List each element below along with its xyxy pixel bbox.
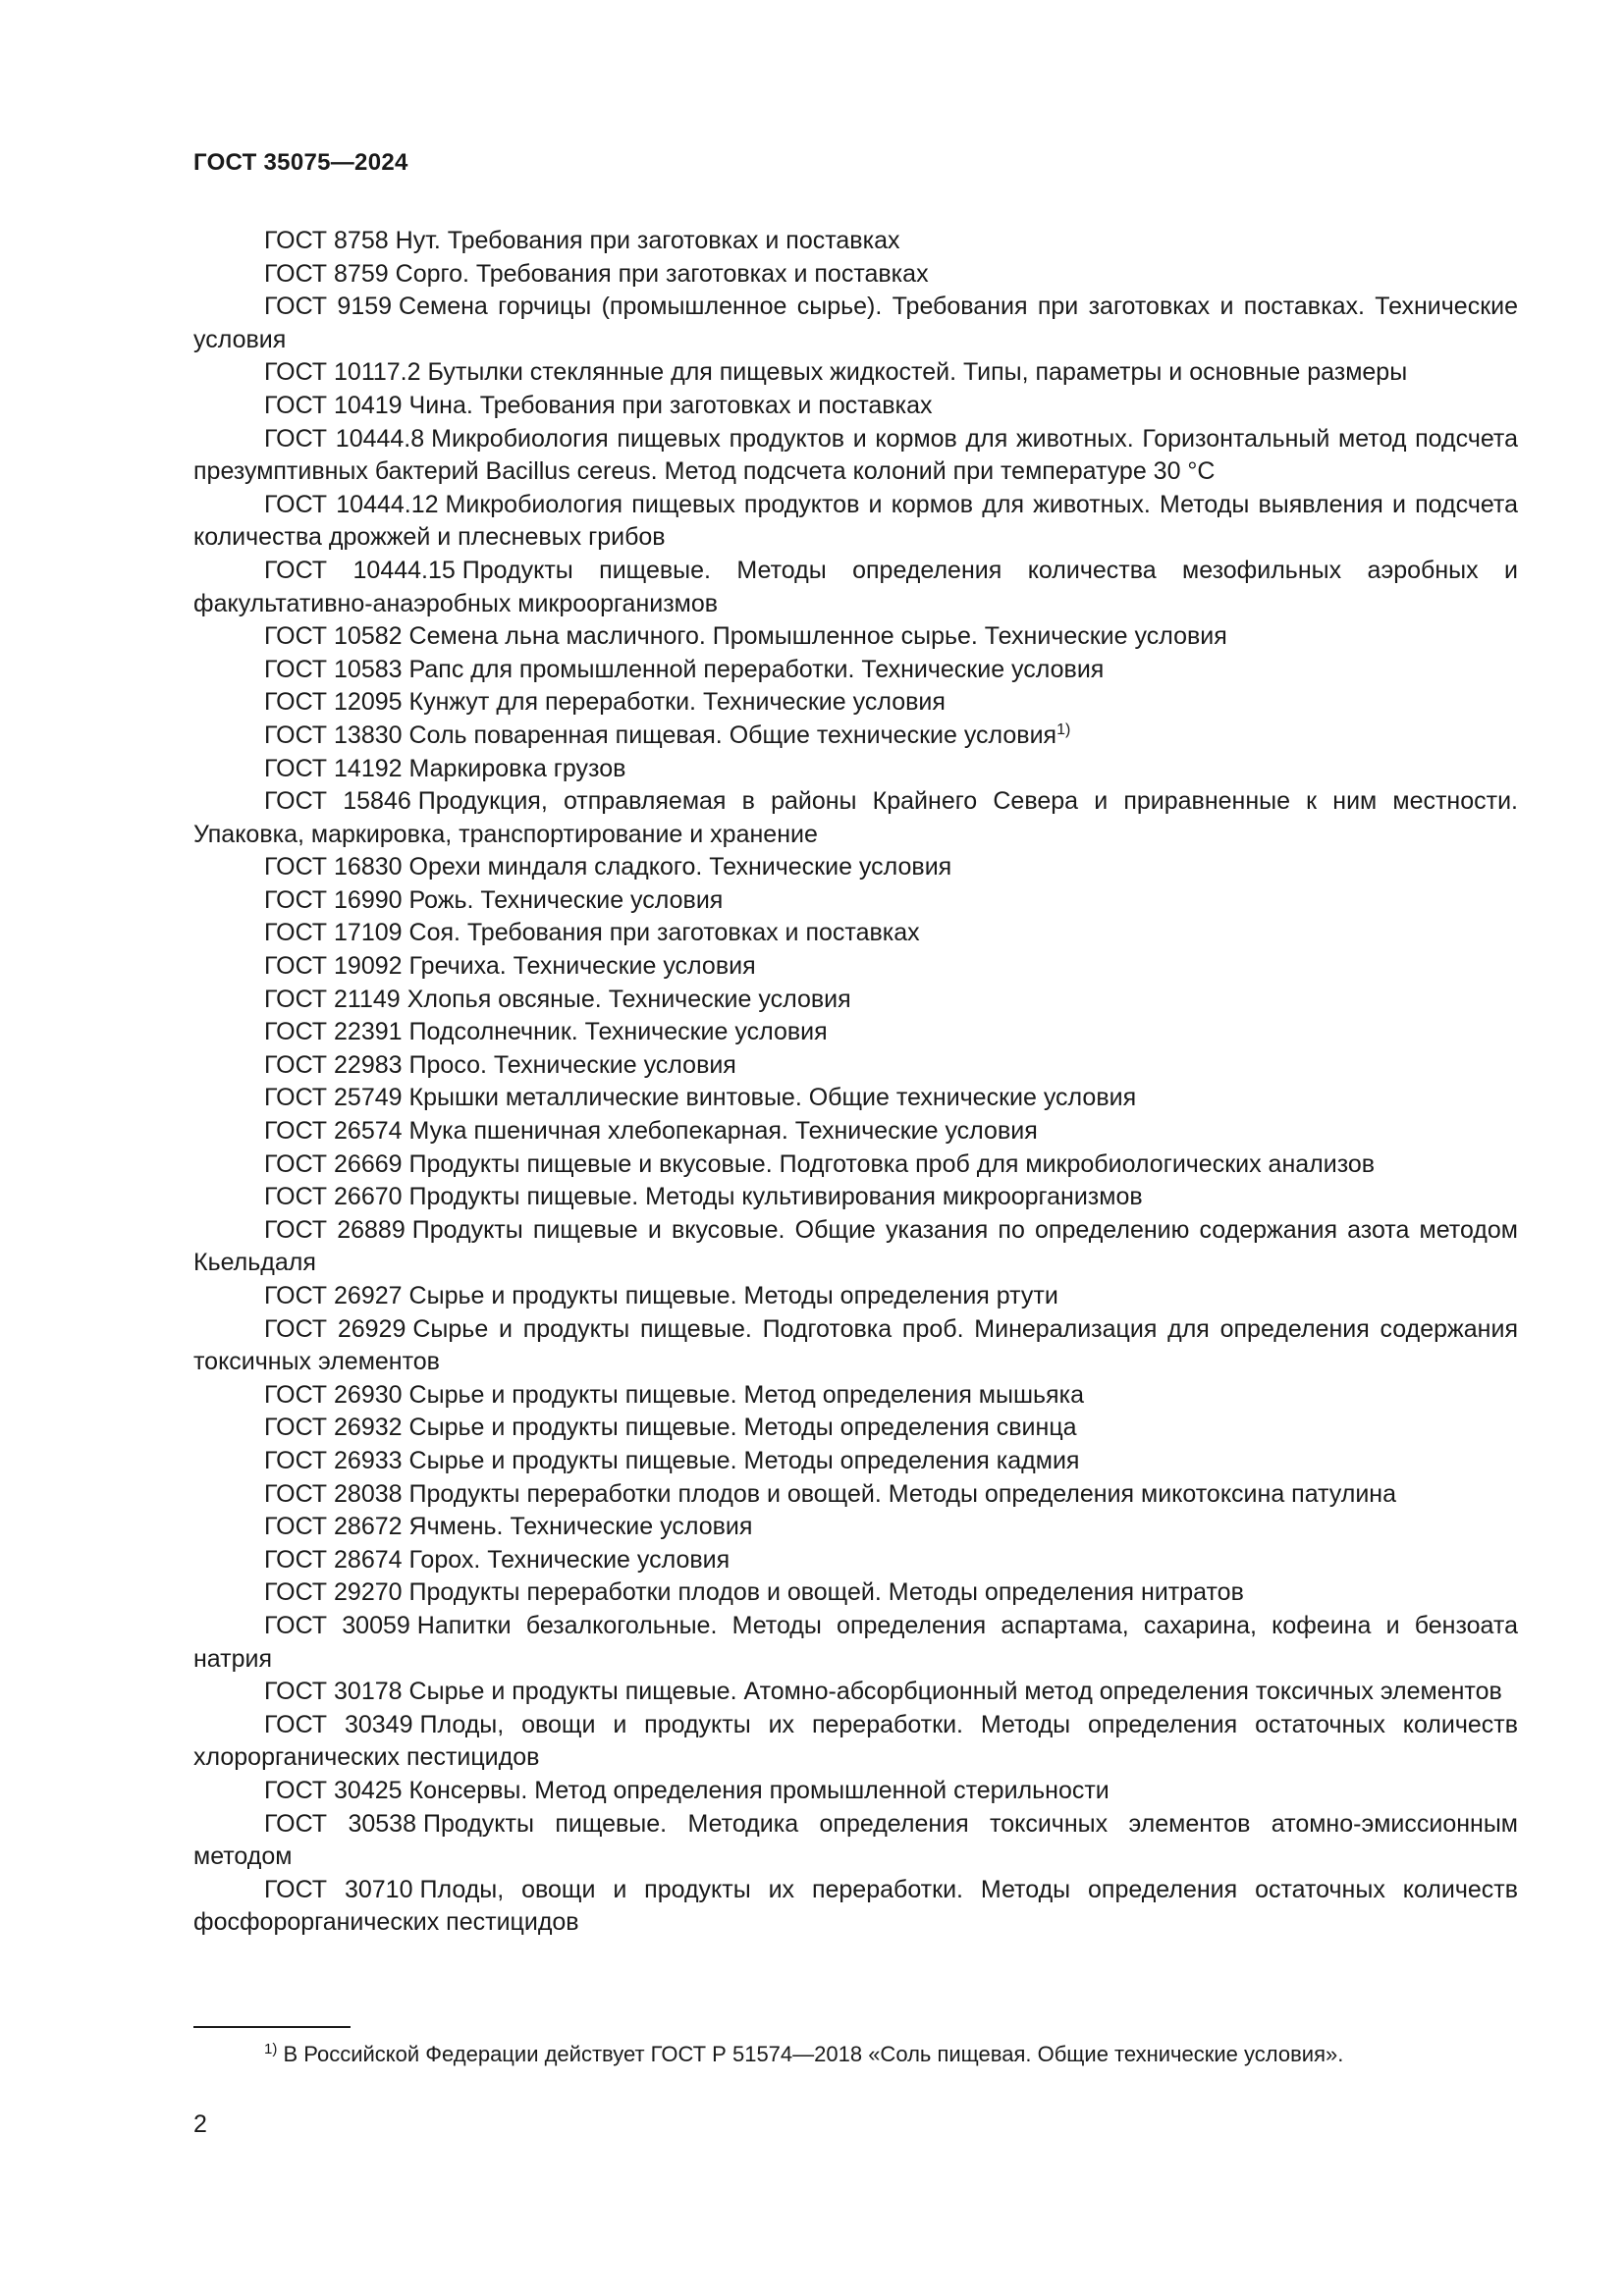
- reference-code: ГОСТ 26932: [264, 1414, 403, 1442]
- reference-title: Семена горчицы (промышленное сырье). Требования при заготовках и поставках. Технические условия: [193, 293, 1518, 353]
- reference-title: Сырье и продукты пищевые. Подготовка проб. Минерализация для определения содержания токсичных элементов: [193, 1314, 1518, 1376]
- reference-item: [193, 291, 1518, 356]
- reference-code: ГОСТ 13830: [264, 721, 403, 749]
- reference-item: [193, 1313, 1518, 1379]
- reference-item: [193, 1181, 1518, 1214]
- reference-title: Напитки безалкогольные. Методы определения аспартама, сахарина, кофеина и бензоата натрия: [193, 1611, 1518, 1673]
- reference-title: Продукция, отправляемая в районы Крайнего Севера и приравненные к ним местности. Упаковка, маркировка, транспортирование и хранение: [193, 787, 1519, 848]
- reference-item: [193, 620, 1518, 654]
- reference-title: Хлопья овсяные. Технические условия: [406, 985, 851, 1013]
- reference-code: ГОСТ 28674: [264, 1545, 403, 1574]
- reference-item: [193, 917, 1518, 950]
- reference-item: [193, 1709, 1518, 1775]
- reference-title: Сырье и продукты пищевые. Методы определения ртути: [408, 1282, 1058, 1309]
- reference-title: Продукты пищевые и вкусовые. Подготовка проб для микробиологических анализов: [408, 1149, 1376, 1178]
- reference-title: Консервы. Метод определения промышленной стерильности: [408, 1776, 1110, 1804]
- reference-title: Подсолнечник. Технические условия: [408, 1018, 828, 1046]
- reference-code: ГОСТ 10444.8: [264, 424, 425, 453]
- reference-title: Микробиология пищевых продуктов и кормов для животных. Методы выявления и подсчета количества дрожжей и плесневых грибов: [193, 490, 1518, 552]
- reference-item: [193, 1576, 1518, 1610]
- reference-code: ГОСТ 10444.12: [264, 490, 439, 518]
- footnote-text: В Российской Федерации действует ГОСТ Р 51574—2018 «Соль пищевая. Общие технические условия».: [283, 2042, 1344, 2066]
- reference-code: ГОСТ 22391: [264, 1018, 403, 1046]
- footnote: [193, 2040, 1518, 2069]
- reference-item: [193, 984, 1518, 1017]
- reference-code: ГОСТ 10582: [264, 622, 403, 651]
- reference-title: Сырье и продукты пищевые. Атомно-абсорбционный метод определения токсичных элементов: [408, 1678, 1502, 1706]
- reference-code: ГОСТ 26669: [264, 1149, 403, 1178]
- reference-code: ГОСТ 15846: [264, 787, 411, 816]
- reference-item: [193, 390, 1518, 423]
- reference-code: ГОСТ 14192: [264, 754, 403, 782]
- reference-item: [193, 258, 1518, 292]
- reference-item: [193, 785, 1518, 851]
- reference-title: Чина. Требования при заготовках и поставках: [408, 391, 933, 419]
- reference-item: [193, 720, 1518, 753]
- reference-code: ГОСТ 17109: [264, 919, 403, 947]
- reference-item: [193, 851, 1518, 884]
- reference-code: ГОСТ 26930: [264, 1380, 403, 1409]
- reference-code: ГОСТ 30059: [264, 1611, 410, 1639]
- reference-item: [193, 1478, 1518, 1512]
- reference-item: [193, 423, 1518, 489]
- reference-code: ГОСТ 26933: [264, 1446, 403, 1474]
- reference-title: Нут. Требования при заготовках и поставках: [395, 227, 900, 254]
- reference-code: ГОСТ 16990: [264, 885, 403, 914]
- reference-code: ГОСТ 22983: [264, 1050, 403, 1079]
- reference-item: [193, 1511, 1518, 1544]
- reference-item: [193, 1874, 1518, 1940]
- reference-code: ГОСТ 9159: [264, 293, 393, 321]
- page-number: 2: [193, 2110, 207, 2138]
- reference-title: Соль поваренная пищевая. Общие технические условия: [408, 721, 1057, 749]
- reference-item: [193, 686, 1518, 720]
- reference-title: Сырье и продукты пищевые. Методы определения свинца: [408, 1414, 1077, 1442]
- reference-code: ГОСТ 25749: [264, 1084, 403, 1112]
- reference-item: [193, 884, 1518, 918]
- reference-code: ГОСТ 10583: [264, 655, 403, 683]
- reference-item: [193, 489, 1518, 555]
- reference-code: ГОСТ 8758: [264, 227, 389, 254]
- reference-title: Сорго. Требования при заготовках и поставках: [395, 259, 929, 288]
- reference-title: Сырье и продукты пищевые. Метод определения мышьяка: [408, 1380, 1084, 1409]
- reference-title: Орехи миндаля сладкого. Технические условия: [408, 853, 952, 881]
- reference-code: ГОСТ 21149: [264, 985, 401, 1013]
- reference-title: Горох. Технические условия: [408, 1545, 731, 1574]
- reference-title: Семена льна масличного. Промышленное сырье. Технические условия: [408, 622, 1227, 651]
- reference-code: ГОСТ 26670: [264, 1183, 403, 1211]
- reference-code: ГОСТ 10444.15: [264, 556, 456, 584]
- normative-references-list: [193, 225, 1518, 1940]
- reference-code: ГОСТ 30178: [264, 1678, 403, 1706]
- reference-item: [193, 1412, 1518, 1445]
- reference-item: [193, 1775, 1518, 1808]
- reference-title: Маркировка грузов: [408, 754, 626, 782]
- reference-title: Продукты пищевые. Методика определения токсичных элементов атомно-эмиссионным методом: [193, 1809, 1518, 1871]
- reference-item: [193, 555, 1518, 620]
- reference-item: [193, 950, 1518, 984]
- reference-title: Сырье и продукты пищевые. Методы определения кадмия: [408, 1446, 1080, 1474]
- reference-title: Микробиология пищевых продуктов и кормов для животных. Горизонтальный метод подсчета презумптивных бактерий Bacillus cereus. Метод подсчета колоний при температуре 30 °С: [193, 424, 1518, 486]
- reference-title: Продукты пищевые. Методы культивирования микроорганизмов: [408, 1183, 1143, 1211]
- reference-item: [193, 1379, 1518, 1413]
- footnote-marker: 1): [264, 2041, 278, 2057]
- reference-code: ГОСТ 26927: [264, 1282, 403, 1309]
- reference-title: Просо. Технические условия: [408, 1050, 736, 1079]
- reference-code: ГОСТ 28038: [264, 1479, 403, 1508]
- reference-item: [193, 1610, 1518, 1676]
- reference-title: Соя. Требования при заготовках и поставках: [408, 919, 920, 947]
- reference-title: Продукты переработки плодов и овощей. Методы определения микотоксина патулина: [408, 1479, 1397, 1508]
- reference-title: Продукты пищевые. Методы определения количества мезофильных аэробных и факультативно-анаэробных микроорганизмов: [193, 556, 1518, 617]
- reference-title: Гречиха. Технические условия: [408, 952, 756, 981]
- reference-item: [193, 654, 1518, 687]
- reference-code: ГОСТ 19092: [264, 952, 403, 981]
- reference-title: Плоды, овощи и продукты их переработки. Методы определения остаточных количеств хлорорганических пестицидов: [193, 1710, 1519, 1772]
- reference-title: Кунжут для переработки. Технические условия: [408, 688, 946, 717]
- footnote-reference-marker: 1): [1056, 721, 1071, 738]
- reference-item: [193, 1808, 1518, 1874]
- reference-title: Мука пшеничная хлебопекарная. Технические условия: [408, 1117, 1038, 1146]
- reference-item: [193, 1148, 1518, 1182]
- reference-item: [193, 1445, 1518, 1478]
- reference-item: [193, 356, 1518, 390]
- reference-code: ГОСТ 30538: [264, 1809, 416, 1838]
- reference-code: ГОСТ 28672: [264, 1513, 403, 1541]
- reference-item: [193, 1676, 1518, 1709]
- reference-title: Рожь. Технические условия: [408, 885, 724, 914]
- reference-item: [193, 1544, 1518, 1577]
- reference-code: ГОСТ 26574: [264, 1117, 403, 1146]
- reference-item: [193, 225, 1518, 258]
- reference-code: ГОСТ 12095: [264, 688, 403, 717]
- reference-title: Плоды, овощи и продукты их переработки. Методы определения остаточных количеств фосфорорганических пестицидов: [193, 1875, 1519, 1937]
- reference-title: Крышки металлические винтовые. Общие технические условия: [408, 1084, 1137, 1112]
- document-header: ГОСТ 35075—2024: [193, 149, 408, 176]
- reference-item: [193, 1016, 1518, 1049]
- reference-item: [193, 1082, 1518, 1115]
- reference-code: ГОСТ 10419: [264, 391, 403, 419]
- reference-title: Рапс для промышленной переработки. Технические условия: [408, 655, 1105, 683]
- reference-item: [193, 753, 1518, 786]
- reference-code: ГОСТ 29270: [264, 1578, 403, 1607]
- reference-code: ГОСТ 26929: [264, 1314, 406, 1343]
- reference-title: Продукты переработки плодов и овощей. Методы определения нитратов: [408, 1578, 1244, 1607]
- reference-code: ГОСТ 26889: [264, 1215, 406, 1244]
- reference-code: ГОСТ 30349: [264, 1710, 413, 1738]
- reference-code: ГОСТ 16830: [264, 853, 403, 881]
- footnote-divider: [193, 2026, 351, 2028]
- reference-item: [193, 1280, 1518, 1313]
- reference-code: ГОСТ 8759: [264, 259, 389, 288]
- reference-item: [193, 1214, 1518, 1280]
- reference-title: Продукты пищевые и вкусовые. Общие указания по определению содержания азота методом Кьельдаля: [193, 1215, 1518, 1277]
- reference-code: ГОСТ 30425: [264, 1776, 403, 1804]
- reference-item: [193, 1049, 1518, 1083]
- reference-title: Ячмень. Технические условия: [408, 1513, 753, 1541]
- reference-item: [193, 1115, 1518, 1148]
- reference-title: Бутылки стеклянные для пищевых жидкостей. Типы, параметры и основные размеры: [427, 358, 1408, 387]
- reference-code: ГОСТ 10117.2: [264, 358, 421, 387]
- reference-code: ГОСТ 30710: [264, 1875, 413, 1903]
